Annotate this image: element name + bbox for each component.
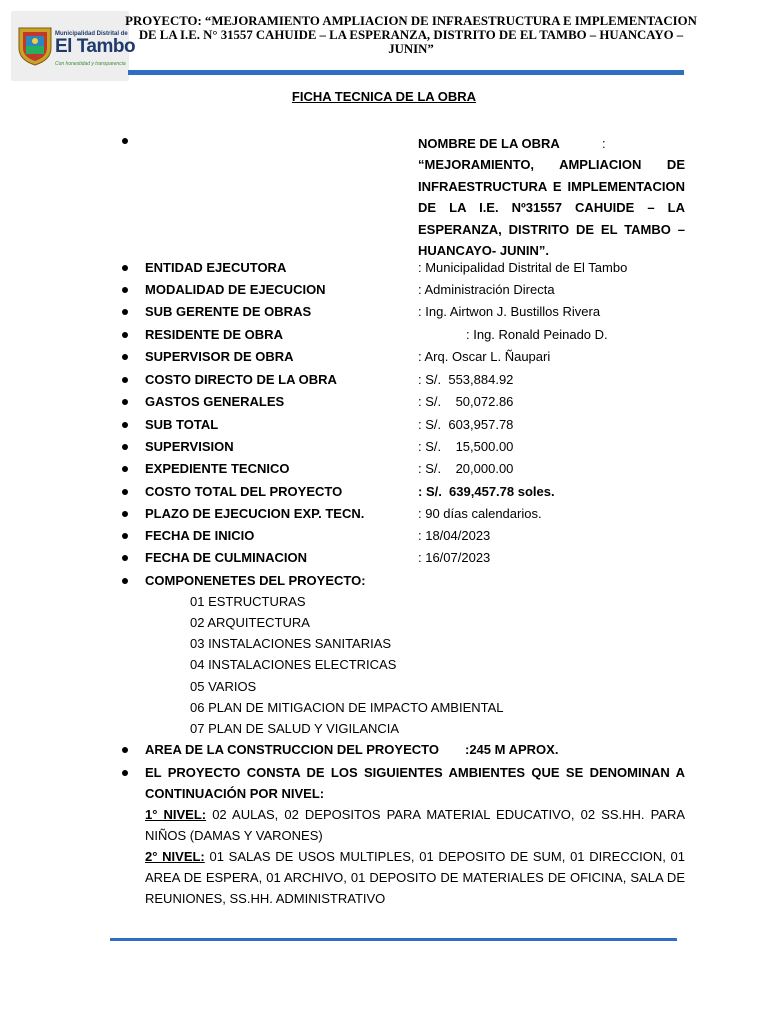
field-label: GASTOS GENERALES: [145, 394, 285, 409]
area-label: AREA DE LA CONSTRUCCION DEL PROYECTO: [145, 742, 439, 757]
document-title: FICHA TECNICA DE LA OBRA: [291, 89, 477, 104]
nivel-1-paragraph: [145, 804, 685, 846]
field-row: [0, 528, 768, 550]
bullet-icon: [122, 354, 128, 360]
field-row: [0, 417, 768, 439]
componente-item: 07 PLAN DE SALUD Y VIGILANCIA: [190, 721, 400, 736]
field-value: : S/. 603,957.78: [418, 417, 514, 432]
componente-item: 06 PLAN DE MITIGACION DE IMPACTO AMBIENTAL: [190, 700, 504, 715]
bullet-icon: [122, 332, 128, 338]
field-value: : 18/04/2023: [418, 528, 491, 543]
field-value: : S/. 639,457.78 soles.: [418, 484, 555, 499]
shield-icon: [17, 24, 53, 66]
bullet-icon: [122, 578, 128, 584]
nivel-2-paragraph: [145, 846, 685, 909]
field-label: SUPERVISION: [145, 439, 234, 454]
field-row: [0, 506, 768, 528]
nombre-obra-block: [418, 133, 685, 261]
componente-item: 04 INSTALACIONES ELECTRICAS: [190, 657, 397, 672]
area-value: :245 M APROX.: [465, 742, 559, 757]
componente-item: 03 INSTALACIONES SANITARIAS: [190, 636, 392, 651]
nombre-obra-value: “MEJORAMIENTO, AMPLIACION DE INFRAESTRUCTURA E IMPLEMENTACION DE LA I.E. Nº31557 CAHUIDE – LA ESPERANZA, DISTRITO DE EL TAMBO – HUANCAYO- JUNIN”.: [418, 157, 685, 259]
field-label: PLAZO DE EJECUCION EXP. TECN.: [145, 506, 365, 521]
componente-item: 05 VARIOS: [190, 679, 257, 694]
field-label: COSTO TOTAL DEL PROYECTO: [145, 484, 343, 499]
field-label: MODALIDAD DE EJECUCION: [145, 282, 326, 297]
field-row: [0, 394, 768, 416]
header-rule: [128, 70, 684, 75]
bullet-icon: [122, 770, 128, 776]
bullet-icon: [122, 309, 128, 315]
field-row: [0, 327, 768, 349]
nombre-obra-colon: :: [602, 136, 606, 151]
field-row: [0, 372, 768, 394]
nivel-2-text: 01 SALAS DE USOS MULTIPLES, 01 DEPOSITO DE SUM, 01 DIRECCION, 01 AREA DE ESPERA, 01 ARCHIVO, 01 DEPOSITO DE MATERIALES DE OFICINA, SALA DE REUNIONES, SS.HH. ADMINISTRATIVO: [145, 849, 685, 906]
field-value: : Ing. Ronald Peinado D.: [466, 327, 608, 342]
municipal-logo: [11, 11, 136, 81]
field-row: [0, 349, 768, 371]
bullet-icon: [122, 489, 128, 495]
field-value: : Administración Directa: [418, 282, 555, 297]
bullet-icon: [122, 399, 128, 405]
field-value: : S/. 553,884.92: [418, 372, 514, 387]
field-label: ENTIDAD EJECUTORA: [145, 260, 287, 275]
field-value: : 90 días calendarios.: [418, 506, 542, 521]
field-value: : Ing. Airtwon J. Bustillos Rivera: [418, 304, 601, 319]
componentes-row: [0, 573, 768, 595]
field-value: : S/. 15,500.00: [418, 439, 514, 454]
footer-rule: [110, 938, 677, 941]
field-row: [0, 550, 768, 572]
componentes-label: COMPONENETES DEL PROYECTO:: [145, 573, 366, 588]
nivel-1-text: 02 AULAS, 02 DEPOSITOS PARA MATERIAL EDUCATIVO, 02 SS.HH. PARA NIÑOS (DAMAS Y VARONES): [145, 807, 685, 843]
ambientes-intro-text: EL PROYECTO CONSTA DE LOS SIGUIENTES AMBIENTES QUE SE DENOMINAN A CONTINUACIÓN POR NIVEL:: [145, 765, 685, 801]
field-row: [0, 282, 768, 304]
bullet-icon: [122, 422, 128, 428]
project-header-title: PROYECTO: “MEJORAMIENTO AMPLIACION DE INFRAESTRUCTURA E IMPLEMENTACION DE LA I.E. N° 31557 CAHUIDE – LA ESPERANZA, DISTRITO DE EL TAMBO – HUANCAYO – JUNIN”: [125, 14, 697, 56]
field-label: SUB GERENTE DE OBRAS: [145, 304, 312, 319]
bullet-icon: [122, 466, 128, 472]
bullet-icon: [122, 138, 128, 144]
componente-item: 02 ARQUITECTURA: [190, 615, 310, 630]
field-row: [0, 304, 768, 326]
field-label: RESIDENTE DE OBRA: [145, 327, 283, 342]
field-value: : 16/07/2023: [418, 550, 491, 565]
area-row: [0, 742, 768, 764]
ambientes-intro: [145, 762, 685, 804]
bullet-icon: [122, 533, 128, 539]
field-value: : Arq. Oscar L. Ñaupari: [418, 349, 551, 364]
field-label: EXPEDIENTE TECNICO: [145, 461, 290, 476]
field-value: : S/. 20,000.00: [418, 461, 514, 476]
bullet-icon: [122, 747, 128, 753]
bullet-icon: [122, 511, 128, 517]
bullet-icon: [122, 555, 128, 561]
bullet-icon: [122, 265, 128, 271]
field-value: : S/. 50,072.86: [418, 394, 514, 409]
field-row: [0, 484, 768, 506]
field-value: : Municipalidad Distrital de El Tambo: [418, 260, 628, 275]
field-row: [0, 461, 768, 483]
nivel-2-label: 2° NIVEL:: [145, 849, 205, 864]
bullet-icon: [122, 444, 128, 450]
field-row: [0, 439, 768, 461]
componente-item: 01 ESTRUCTURAS: [190, 594, 306, 609]
field-label: FECHA DE INICIO: [145, 528, 255, 543]
nombre-obra-label: NOMBRE DE LA OBRA: [418, 136, 560, 151]
bullet-icon: [122, 377, 128, 383]
logo-line-1: Municipalidad Distrital de: [55, 31, 128, 37]
logo-line-2: El Tambo: [55, 36, 136, 57]
logo-line-3: Con honestidad y transparencia: [55, 61, 126, 67]
field-label: SUB TOTAL: [145, 417, 219, 432]
field-label: SUPERVISOR DE OBRA: [145, 349, 294, 364]
bullet-icon: [122, 287, 128, 293]
nivel-1-label: 1° NIVEL:: [145, 807, 207, 822]
field-row: [0, 260, 768, 282]
field-label: FECHA DE CULMINACION: [145, 550, 308, 565]
field-label: COSTO DIRECTO DE LA OBRA: [145, 372, 337, 387]
